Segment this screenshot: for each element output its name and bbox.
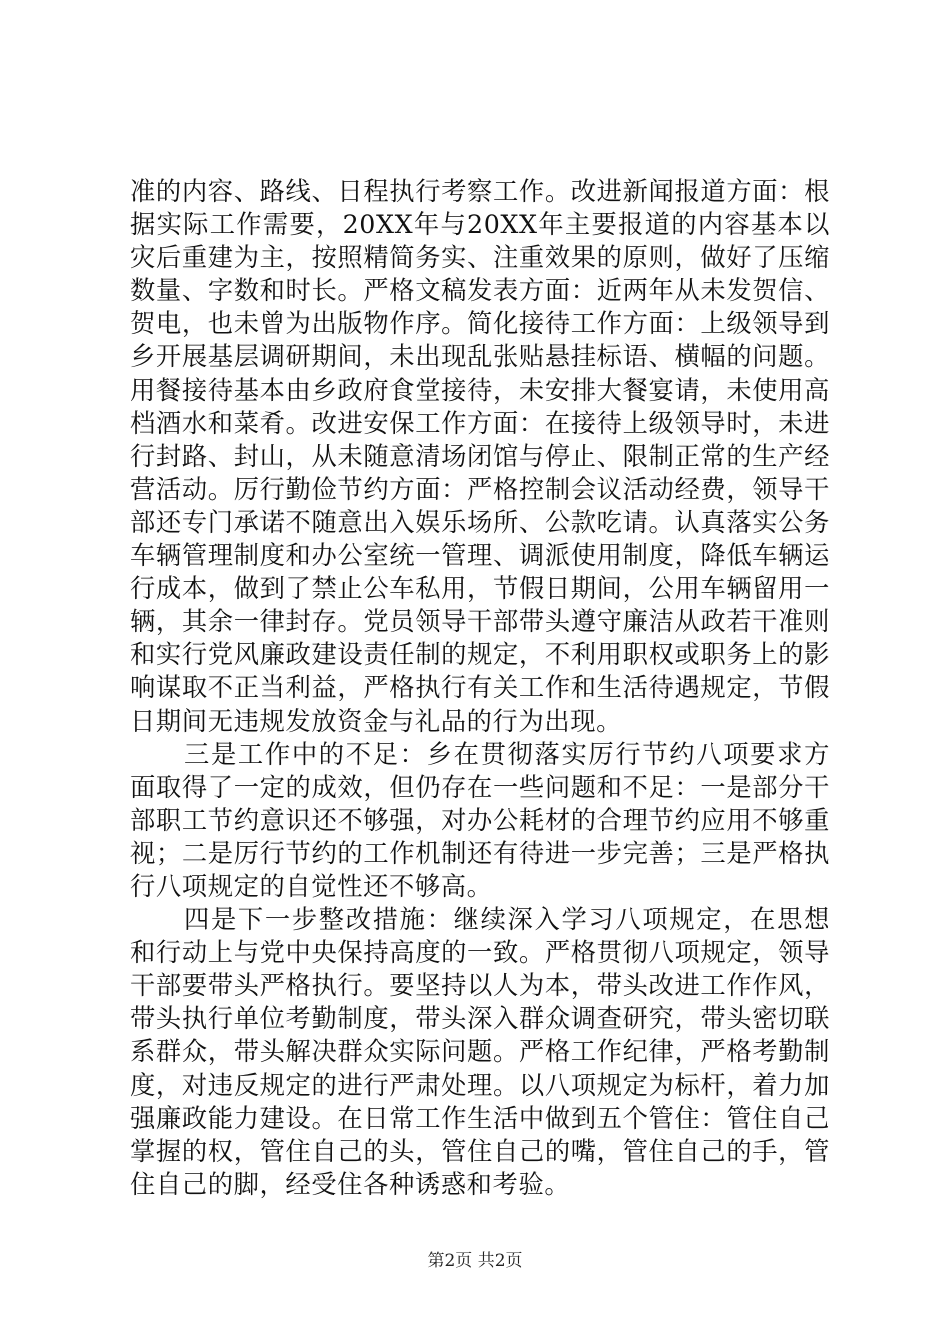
paragraph-next-steps: 四是下一步整改措施：继续深入学习八项规定，在思想和行动上与党中央保持高度的一致。严格贯彻八项规定，领导干部要带头严格执行。要坚持以人为本，带头改进工作作风，带头执行单位考勤制度，带头深入群众调查研究，带头密切联系群众，带头解决群众实际问题。严格工作纪律，严格考勤制度，对违反规定的进行严肃处理。以八项规定为标杆，着力加强廉政能力建设。在日常工作生活中做到五个管住：管住自己掌握的权，管住自己的头，管住自己的嘴，管住自己的手，管住自己的脚，经受住各种诱惑和考验。	[130, 905, 830, 1199]
paragraph-continuation: 准的内容、路线、日程执行考察工作。改进新闻报道方面：根据实际工作需要，20XX年与20XX年主要报道的内容基本以灾后重建为主，按照精简务实、注重效果的原则，做好了压缩数量、字数和时长。严格文稿发表方面：近两年从未发贺信、贺电，也未曾为出版物作序。简化接待工作方面：上级领导到乡开展基层调研期间，未出现乱张贴悬挂标语、横幅的问题。用餐接待基本由乡政府食堂接待，未安排大餐宴请，未使用高档酒水和菜肴。改进安保工作方面：在接待上级领导时，未进行封路、封山，从未随意清场闭馆与停止、限制正常的生产经营活动。厉行勤俭节约方面：严格控制会议活动经费，领导干部还专门承诺不随意出入娱乐场所、公款吃请。认真落实公务车辆管理制度和办公室统一管理、调派使用制度，降低车辆运行成本，做到了禁止公车私用，节假日期间，公用车辆留用一辆，其余一律封存。党员领导干部带头遵守廉洁从政若干准则和实行党风廉政建设责任制的规定，不利用职权或职务上的影响谋取不正当利益，严格执行有关工作和生活待遇规定，节假日期间无违规发放资金与礼品的行为出现。	[130, 177, 830, 736]
document-body	[130, 175, 830, 1201]
page-footer: 第2页 共2页	[427, 1251, 523, 1271]
paragraph-shortcomings: 三是工作中的不足：乡在贯彻落实厉行节约八项要求方面取得了一定的成效，但仍存在一些问题和不足：一是部分干部职工节约意识还不够强，对办公耗材的合理节约应用不够重视；二是厉行节约的工作机制还有待进一步完善；三是严格执行八项规定的自觉性还不够高。	[130, 739, 830, 901]
